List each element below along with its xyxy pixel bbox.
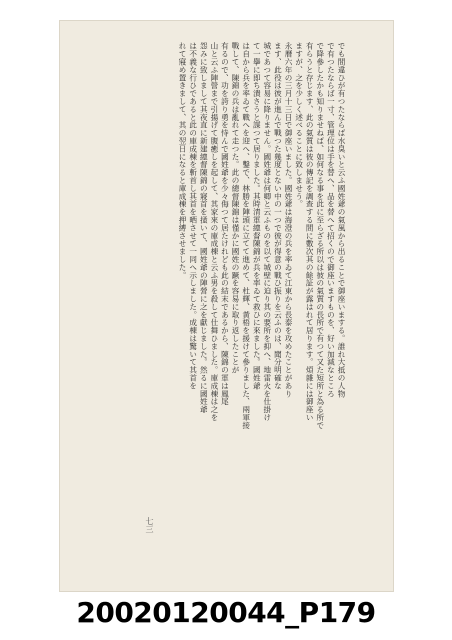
text-line: で降參したかも知りませねば、如何なる事を此に至らざる所以は彼の氣質の長所で有つて又た短所と為る所で [315, 42, 325, 430]
text-line: は自から兵を率ゐて戰へを迎へ、鑿で、林勝を陣頭に立てて進めて、杜輝、黃梧を援けて參りました、兩軍接 [241, 42, 251, 430]
image-caption: 20020120044_P179 [76, 596, 376, 629]
text-line: でも間違ひが有つたならば水臭いと云ふ國姓爺の氣風から出ることで御座いまする。誰れ大抵の人物 [337, 42, 346, 398]
text-line: ますが、之を少しく述べることに致しませう。 [294, 42, 304, 208]
text-line: 永曆六年の三月十三日で御座いました。國姓爺は海澄の兵を率ゐて江東から長泰を攻めたことがあり [284, 42, 294, 398]
text-line: は不義な行ひであると此の庫成棟を斬首し其首を晒させて一同へ示しました。成棟は驚いて其首を [188, 42, 198, 390]
page-number: 七三 [145, 517, 154, 533]
text-line: れて寢め置きまして、其の翌日になると庫成棟を押縛させました。 [178, 42, 188, 279]
vertical-text-body [92, 42, 346, 562]
text-line: 戰して、陳錦の兵は亂れて走つた。此の總督陳錦は僅かに國姓の蹶を容易に取り返したことが [231, 42, 241, 374]
text-line: 山と云ふ陣營まで引揚げて腹癒しを起して、其家來の庫成棟と云ふ男を殺して仕舞ひました。庫成棟は之を [209, 42, 219, 422]
text-line: て一擧に即ち潰さうと謀つて居りました。其時清軍總督陳錦が兵を率ゐて救ひに來ました。國姓爺 [252, 42, 262, 390]
text-line: 城であつて容易に降りません。國姓爺は何卿と云ふものを以て城壁に迫り其の要所を抑へ、地雷火を仕掛け [262, 42, 272, 422]
text-line: で有つたならば一寸、管理位は手を替へ、品を替へて招くので御座いますものを、好い加減なところ [326, 42, 336, 398]
text-line: ます、此役は彼が進んで戰つた幾度とない中の一つで彼が得意の戰ひ振りを云ふのは、聞分明確な [273, 42, 283, 390]
text-line: 有らうと存じます、此の氣質は彼の傳記を調查する間に數次其の餘証が露はれて居ります。煩雜には御座い [305, 42, 315, 422]
text-line: 怨みに致しまして其夜直に新建總督陳錦の寢首を掻いて、國姓爺の陣營に之を獻じました。然るに國姓爺 [199, 42, 209, 414]
text-line: 有るので、功を誇り勇を恃んで國姓爺を少々侮つて居たけれども此の結末であるから、陳錦の軍は鳳尾 [220, 42, 230, 406]
